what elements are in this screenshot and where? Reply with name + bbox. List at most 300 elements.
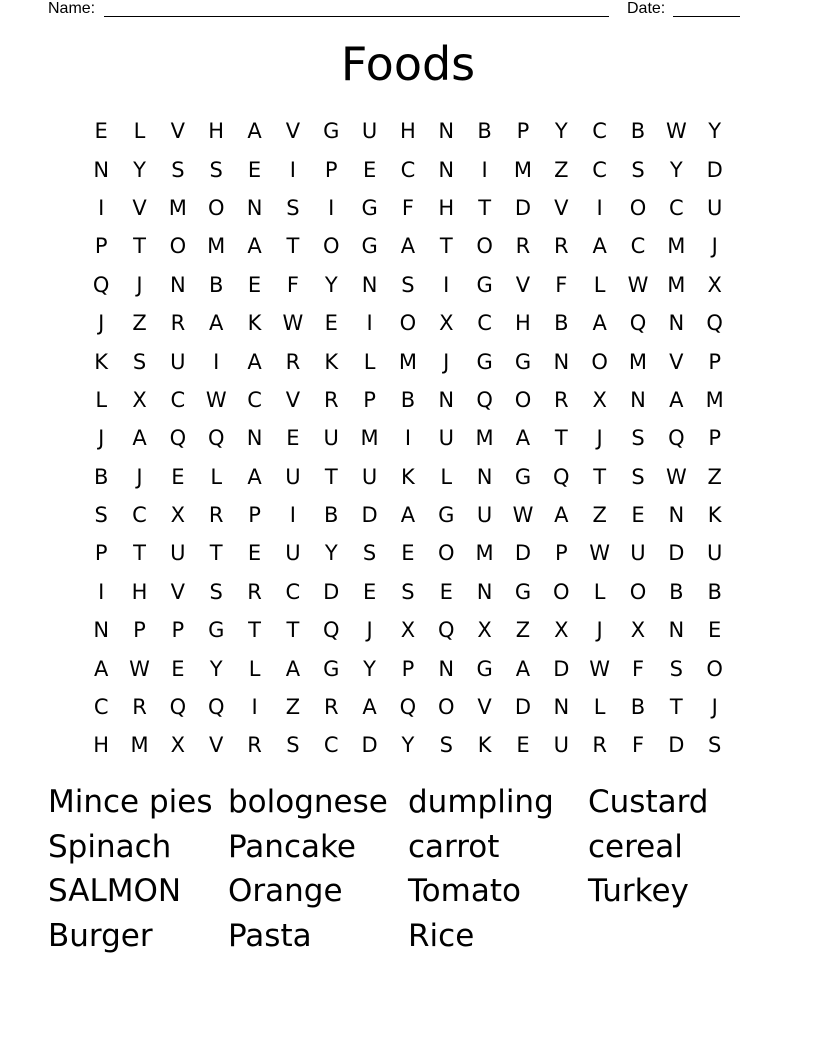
grid-letter: O	[399, 311, 417, 336]
grid-letter: D	[323, 579, 340, 604]
grid-letter: L	[593, 579, 606, 604]
grid-letter: Z	[707, 464, 722, 489]
grid-letter: W	[129, 656, 150, 681]
grid-letter: C	[630, 234, 646, 259]
grid-letter: R	[592, 733, 607, 758]
grid-letter: W	[282, 311, 304, 336]
grid-letter: V	[669, 349, 684, 374]
grid-letter: O	[476, 234, 493, 259]
grid-letter: Q	[92, 272, 110, 297]
grid-letter: A	[400, 234, 416, 259]
grid-row	[82, 342, 734, 380]
grid-letter: L	[440, 464, 453, 489]
grid-letter: A	[247, 119, 262, 144]
grid-letter: P	[708, 349, 721, 374]
grid-letter: I	[481, 157, 488, 182]
grid-letter: M	[130, 733, 149, 758]
grid-letter: K	[324, 349, 339, 374]
grid-letter: V	[515, 272, 531, 297]
grid-letter: V	[170, 579, 186, 604]
grid-letter: X	[477, 618, 492, 643]
grid-letter: J	[711, 234, 718, 259]
grid-letter: A	[132, 426, 147, 451]
grid-letter: T	[439, 234, 453, 259]
grid-letter: M	[168, 195, 187, 220]
grid-letter: C	[323, 733, 339, 758]
grid-letter: T	[478, 195, 492, 220]
grid-letter: L	[363, 349, 376, 374]
grid-letter: C	[170, 387, 186, 412]
grid-letter: A	[93, 656, 109, 681]
grid-letter: J	[443, 349, 450, 374]
grid-letter: Q	[668, 426, 685, 451]
grid-letter: A	[285, 656, 301, 681]
grid-letter: O	[629, 579, 647, 604]
grid-letter: P	[133, 618, 146, 643]
grid-letter: A	[362, 695, 377, 720]
grid-letter: U	[170, 541, 186, 566]
grid-row	[82, 112, 734, 150]
grid-letter: I	[404, 426, 412, 451]
word-list-item: SALMON	[48, 873, 182, 910]
word-list-item: Pasta	[228, 917, 312, 954]
grid-letter: Y	[324, 272, 338, 297]
grid-letter: I	[289, 503, 296, 528]
grid-letter: J	[366, 618, 373, 643]
grid-letter: T	[286, 618, 300, 643]
grid-letter: B	[630, 695, 646, 720]
grid-letter: E	[439, 579, 453, 604]
grid-letter: O	[706, 656, 723, 681]
grid-letter: S	[94, 503, 108, 528]
grid-row	[82, 534, 734, 572]
grid-letter: P	[248, 503, 261, 528]
word-list-item: Pancake	[228, 828, 356, 865]
grid-letter: H	[438, 195, 455, 220]
grid-letter: O	[553, 579, 570, 604]
grid-letter: E	[247, 541, 262, 566]
grid-letter: Q	[169, 695, 187, 720]
grid-letter: V	[554, 195, 569, 220]
word-list-item: bolognese	[228, 784, 388, 820]
grid-letter: M	[207, 234, 226, 259]
grid-letter: U	[361, 119, 378, 144]
grid-letter: I	[213, 349, 220, 374]
grid-letter: Q	[629, 311, 647, 336]
word-list-item: Mince pies	[48, 784, 213, 820]
word-list-item: Turkey	[588, 873, 689, 910]
grid-letter: T	[669, 695, 683, 720]
grid-letter: L	[210, 464, 223, 489]
grid-letter: G	[438, 503, 455, 528]
grid-letter: Y	[708, 119, 722, 144]
grid-letter: N	[246, 195, 263, 220]
grid-row	[82, 150, 734, 188]
grid-letter: N	[630, 387, 646, 412]
grid-letter: Y	[401, 733, 415, 758]
grid-letter: J	[98, 311, 105, 336]
grid-letter: F	[286, 272, 299, 297]
grid-row	[82, 726, 734, 764]
word-list-item: Custard	[588, 784, 709, 820]
grid-letter: Y	[209, 656, 223, 681]
grid-letter: G	[476, 349, 493, 374]
grid-letter: Y	[133, 157, 146, 182]
grid-letter: N	[438, 387, 455, 412]
grid-letter: E	[324, 311, 338, 336]
grid-letter: B	[208, 272, 224, 297]
grid-row	[82, 304, 734, 342]
grid-letter: A	[247, 464, 262, 489]
grid-letter: M	[667, 234, 686, 259]
grid-letter: N	[93, 618, 110, 643]
grid-letter: O	[438, 541, 455, 566]
grid-letter: S	[209, 157, 223, 182]
grid-letter: J	[711, 695, 718, 720]
grid-letter: D	[514, 195, 532, 220]
grid-letter: D	[514, 541, 532, 566]
grid-letter: P	[363, 387, 376, 412]
grid-letter: C	[132, 503, 147, 528]
grid-letter: H	[515, 311, 531, 336]
grid-letter: D	[668, 541, 685, 566]
grid-letter: Q	[207, 695, 225, 720]
grid-letter: P	[94, 541, 108, 566]
grid-letter: N	[668, 503, 685, 528]
grid-letter: E	[94, 119, 108, 144]
grid-letter: R	[323, 387, 339, 412]
grid-letter: V	[477, 695, 492, 720]
grid-letter: A	[669, 387, 684, 412]
grid-letter: G	[476, 656, 493, 681]
word-list-item: Orange	[228, 873, 343, 910]
grid-letter: G	[323, 119, 340, 144]
grid-letter: G	[208, 618, 225, 643]
grid-letter: U	[323, 426, 339, 451]
grid-row	[82, 573, 734, 611]
grid-row	[82, 227, 734, 265]
grid-letter: A	[592, 311, 607, 336]
grid-letter: S	[209, 579, 223, 604]
grid-letter: U	[630, 541, 646, 566]
grid-letter: Q	[476, 387, 493, 412]
grid-letter: D	[361, 503, 378, 528]
grid-letter: O	[438, 695, 455, 720]
grid-letter: P	[171, 618, 185, 643]
grid-letter: W	[665, 464, 687, 489]
grid-letter: F	[555, 272, 568, 297]
word-list-item: Rice	[408, 917, 475, 954]
grid-letter: N	[553, 695, 570, 720]
grid-letter: O	[629, 195, 647, 220]
grid-row	[82, 496, 734, 534]
grid-letter: Q	[169, 426, 187, 451]
grid-row	[82, 189, 734, 227]
grid-letter: Q	[706, 311, 723, 336]
grid-letter: P	[324, 157, 338, 182]
grid-letter: K	[401, 464, 415, 489]
grid-letter: N	[246, 426, 263, 451]
grid-letter: H	[400, 119, 416, 144]
grid-letter: T	[209, 541, 223, 566]
grid-letter: X	[439, 311, 454, 336]
grid-row	[82, 688, 734, 726]
grid-letter: I	[98, 195, 105, 220]
grid-letter: E	[247, 272, 262, 297]
grid-letter: S	[286, 733, 300, 758]
grid-letter: F	[631, 656, 645, 681]
grid-letter: Q	[322, 618, 340, 643]
grid-letter: Y	[554, 119, 568, 144]
grid-letter: J	[136, 464, 143, 489]
grid-letter: S	[631, 464, 645, 489]
grid-row	[82, 649, 734, 687]
grid-letter: H	[131, 579, 148, 604]
grid-letter: A	[554, 503, 569, 528]
grid-letter: U	[476, 503, 493, 528]
grid-letter: T	[593, 464, 607, 489]
grid-letter: S	[401, 579, 415, 604]
grid-letter: V	[285, 119, 301, 144]
grid-letter: D	[361, 733, 378, 758]
grid-letter: T	[554, 426, 568, 451]
grid-letter: A	[247, 234, 262, 259]
grid-letter: D	[553, 656, 570, 681]
grid-row	[82, 266, 734, 304]
grid-letter: U	[706, 541, 723, 566]
grid-letter: A	[247, 349, 262, 374]
grid-letter: L	[133, 119, 146, 144]
grid-letter: I	[251, 695, 258, 720]
grid-letter: C	[400, 157, 416, 182]
grid-letter: X	[170, 733, 186, 758]
grid-letter: M	[628, 349, 648, 374]
grid-letter: E	[362, 157, 377, 182]
page-title: Foods	[340, 37, 476, 91]
grid-letter: R	[285, 349, 301, 374]
word-list-item: Spinach	[48, 828, 172, 865]
grid-letter: W	[589, 541, 611, 566]
grid-letter: B	[93, 464, 109, 489]
grid-letter: Q	[438, 618, 455, 643]
grid-letter: G	[514, 464, 532, 489]
grid-letter: Q	[207, 426, 225, 451]
grid-letter: B	[400, 387, 416, 412]
grid-letter: X	[592, 387, 607, 412]
grid-letter: S	[631, 426, 645, 451]
grid-letter: X	[630, 618, 646, 643]
grid-letter: N	[438, 157, 455, 182]
grid-letter: J	[98, 426, 105, 451]
grid-letter: M	[360, 426, 379, 451]
grid-letter: A	[400, 503, 416, 528]
grid-letter: A	[515, 426, 531, 451]
grid-letter: D	[668, 733, 685, 758]
grid-letter: K	[707, 503, 722, 528]
grid-letter: S	[362, 541, 377, 566]
grid-letter: J	[596, 618, 603, 643]
grid-letter: T	[324, 464, 338, 489]
grid-letter: I	[328, 195, 335, 220]
grid-letter: C	[668, 195, 684, 220]
grid-letter: U	[553, 733, 569, 758]
grid-letter: U	[170, 349, 186, 374]
grid-letter: G	[476, 272, 493, 297]
grid-letter: Y	[324, 541, 338, 566]
grid-letter: E	[286, 426, 300, 451]
grid-letter: Z	[515, 618, 531, 643]
grid-letter: N	[668, 311, 685, 336]
grid-letter: H	[93, 733, 110, 758]
grid-letter: I	[366, 311, 373, 336]
grid-letter: U	[706, 195, 723, 220]
grid-letter: T	[286, 234, 300, 259]
grid-letter: X	[554, 618, 569, 643]
name-label: Name:	[48, 0, 96, 17]
grid-row	[82, 458, 734, 496]
grid-letter: N	[476, 464, 493, 489]
grid-letter: E	[362, 579, 377, 604]
grid-letter: T	[248, 618, 261, 643]
grid-letter: S	[286, 195, 300, 220]
grid-letter: U	[361, 464, 378, 489]
grid-letter: W	[665, 119, 687, 144]
date-blank-line	[673, 16, 740, 17]
word-list-item: Tomato	[408, 873, 521, 910]
grid-letter: W	[589, 656, 611, 681]
grid-letter: I	[443, 272, 450, 297]
grid-letter: R	[323, 695, 339, 720]
grid-letter: P	[554, 541, 568, 566]
grid-letter: P	[401, 656, 415, 681]
grid-letter: E	[401, 541, 415, 566]
grid-letter: K	[247, 311, 262, 336]
grid-letter: W	[512, 503, 534, 528]
grid-letter: M	[475, 541, 494, 566]
word-list-item: carrot	[408, 828, 500, 865]
word-list	[48, 780, 768, 958]
grid-letter: H	[208, 119, 225, 144]
grid-letter: B	[669, 579, 684, 604]
word-list-item: cereal	[588, 828, 683, 865]
grid-letter: Q	[553, 464, 570, 489]
grid-letter: E	[171, 656, 185, 681]
name-blank-line	[104, 16, 609, 17]
grid-letter: N	[93, 157, 110, 182]
grid-letter: V	[132, 195, 147, 220]
grid-letter: O	[207, 195, 225, 220]
grid-letter: R	[170, 311, 186, 336]
grid-letter: R	[554, 234, 569, 259]
grid-letter: B	[477, 119, 492, 144]
grid-letter: E	[516, 733, 530, 758]
grid-row	[82, 381, 734, 419]
grid-letter: L	[95, 387, 108, 412]
grid-letter: G	[514, 579, 532, 604]
grid-letter: S	[401, 272, 415, 297]
grid-letter: T	[133, 541, 146, 566]
grid-letter: R	[247, 579, 262, 604]
grid-letter: I	[98, 579, 105, 604]
grid-letter: Q	[399, 695, 417, 720]
grid-letter: P	[94, 234, 108, 259]
grid-letter: X	[132, 387, 147, 412]
grid-letter: W	[627, 272, 649, 297]
grid-letter: N	[170, 272, 186, 297]
grid-letter: C	[247, 387, 262, 412]
grid-letter: G	[361, 195, 378, 220]
grid-letter: S	[631, 157, 645, 182]
grid-letter: E	[247, 157, 262, 182]
grid-letter: V	[285, 387, 301, 412]
grid-letter: Z	[132, 311, 147, 336]
grid-letter: J	[596, 426, 603, 451]
grid-letter: B	[630, 119, 646, 144]
grid-letter: C	[285, 579, 301, 604]
grid-letter: U	[285, 464, 301, 489]
grid-letter: Y	[669, 157, 683, 182]
grid-letter: C	[477, 311, 492, 336]
grid-letter: N	[553, 349, 570, 374]
worksheet-header	[48, 0, 740, 20]
grid-letter: U	[285, 541, 301, 566]
grid-letter: K	[94, 349, 109, 374]
grid-letter: E	[171, 464, 185, 489]
grid-letter: X	[707, 272, 722, 297]
word-list-item: Burger	[48, 917, 153, 954]
grid-letter: R	[554, 387, 569, 412]
grid-letter: F	[401, 195, 414, 220]
grid-letter: W	[205, 387, 227, 412]
grid-letter: A	[209, 311, 224, 336]
grid-letter: K	[477, 733, 492, 758]
grid-letter: G	[323, 656, 340, 681]
grid-letter: E	[708, 618, 722, 643]
grid-letter: R	[247, 733, 262, 758]
grid-letter: Z	[285, 695, 301, 720]
grid-letter: S	[439, 733, 453, 758]
grid-letter: G	[514, 349, 532, 374]
grid-letter: I	[596, 195, 603, 220]
grid-letter: U	[438, 426, 454, 451]
grid-letter: G	[361, 234, 378, 259]
grid-letter: O	[591, 349, 608, 374]
grid-letter: X	[400, 618, 416, 643]
grid-row	[82, 419, 734, 457]
grid-letter: B	[324, 503, 339, 528]
grid-letter: R	[515, 234, 531, 259]
grid-letter: S	[171, 157, 185, 182]
grid-letter: C	[592, 119, 607, 144]
grid-letter: P	[708, 426, 721, 451]
grid-letter: C	[592, 157, 607, 182]
grid-letter: Z	[592, 503, 607, 528]
grid-letter: E	[631, 503, 645, 528]
grid-row	[82, 611, 734, 649]
grid-letter: R	[208, 503, 224, 528]
grid-letter: L	[593, 695, 606, 720]
word-search-grid	[82, 112, 734, 765]
grid-letter: N	[476, 579, 493, 604]
grid-letter: M	[475, 426, 494, 451]
grid-letter: D	[514, 695, 532, 720]
grid-letter: P	[516, 119, 530, 144]
grid-letter: O	[322, 234, 340, 259]
grid-letter: C	[93, 695, 109, 720]
grid-letter: O	[514, 387, 532, 412]
grid-letter: M	[667, 272, 686, 297]
grid-letter: I	[289, 157, 296, 182]
